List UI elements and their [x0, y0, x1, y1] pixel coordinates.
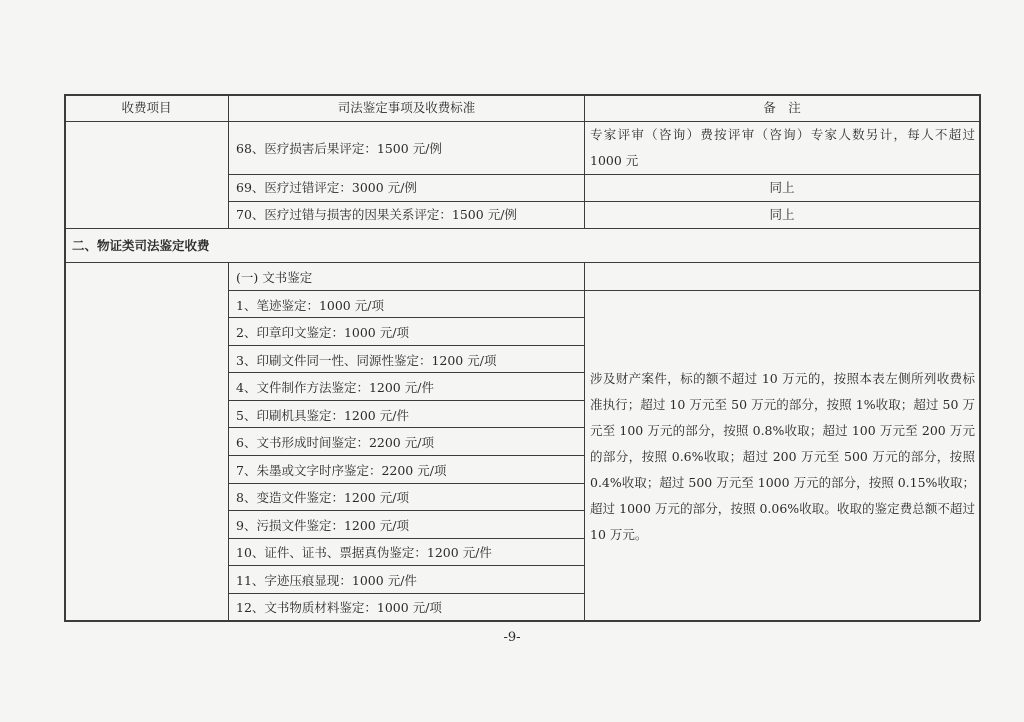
- fee-scale-remark: 涉及财产案件，标的额不超过 10 万元的，按照本表左侧所列收费标准执行；超过 10 万元至 50 万元的部分，按照 1%收取；超过 50 万元至 100 万元的部分，按照 0.8%收取；超过 100 万元至 200 万元的部分，按照 0.6%收取；超过 200 万元至 500 万元的部分，按照 0.4%收取；超过 500 万元至 1000 万元的部分，按照 0.15%收取；超过 1000 万元的部分，按照 0.06%收取。收取的鉴定费总额不超过 10 万元。: [590, 371, 975, 542]
- list-item: 5、印刷机具鉴定：1200 元/件: [236, 408, 409, 423]
- table-rule: [228, 538, 584, 539]
- header-fee-item: 收费项目: [121, 100, 172, 115]
- list-item: 9、污损文件鉴定：1200 元/项: [236, 518, 409, 533]
- list-item: 3、印刷文件同一性、同源性鉴定：1200 元/项: [236, 353, 497, 368]
- list-item: 11、字迹压痕显现：1000 元/件: [236, 573, 417, 588]
- table-rule: [228, 317, 584, 318]
- table-rule: [64, 262, 980, 263]
- table-border-bottom: [64, 620, 980, 622]
- table-rule: [228, 201, 980, 202]
- list-item: 2、印章印文鉴定：1000 元/项: [236, 325, 409, 340]
- table-rule: [228, 290, 980, 291]
- table-cell-remark: 专家评审（咨询）费按评审（咨询）专家人数另计，每人不超过 1000 元: [590, 127, 975, 168]
- table-rule: [228, 400, 584, 401]
- page-number: -9-: [503, 630, 521, 645]
- list-item: 12、文书物质材料鉴定：1000 元/项: [236, 600, 442, 615]
- subsection-heading: (一) 文书鉴定: [236, 270, 313, 285]
- table-rule: [228, 593, 584, 594]
- table-rule: [64, 228, 980, 229]
- table-rule: [228, 565, 584, 566]
- table-rule: [228, 372, 584, 373]
- table-rule: [228, 455, 584, 456]
- table-cell-item: 69、医疗过错评定：3000 元/例: [236, 180, 417, 195]
- table-cell-remark: 同上: [769, 180, 795, 195]
- table-border-top: [64, 94, 980, 96]
- table-col-rule: [228, 262, 229, 621]
- list-item: 10、证件、证书、票据真伪鉴定：1200 元/件: [236, 545, 492, 560]
- header-remarks: 备 注: [763, 100, 801, 115]
- table-rule: [228, 345, 584, 346]
- list-item: 8、变造文件鉴定：1200 元/项: [236, 490, 409, 505]
- table-rule: [228, 510, 584, 511]
- table-cell-item: 68、医疗损害后果评定：1500 元/例: [236, 141, 442, 156]
- section-heading: 二、物证类司法鉴定收费: [72, 238, 210, 253]
- table-col-rule: [584, 262, 585, 621]
- table-rule: [228, 427, 584, 428]
- table-border-left: [64, 94, 66, 621]
- table-cell-item: 70、医疗过错与损害的因果关系评定：1500 元/例: [236, 207, 517, 222]
- table-rule: [228, 174, 980, 175]
- header-appraisal-standard: 司法鉴定事项及收费标准: [337, 100, 476, 115]
- list-item: 4、文件制作方法鉴定：1200 元/件: [236, 380, 434, 395]
- table-border-right: [979, 94, 981, 621]
- table-cell-remark: 同上: [769, 207, 795, 222]
- list-item: 1、笔迹鉴定：1000 元/项: [236, 298, 384, 313]
- list-item: 6、文书形成时间鉴定：2200 元/项: [236, 435, 434, 450]
- table-rule: [228, 483, 584, 484]
- list-item: 7、朱墨或文字时序鉴定：2200 元/项: [236, 463, 447, 478]
